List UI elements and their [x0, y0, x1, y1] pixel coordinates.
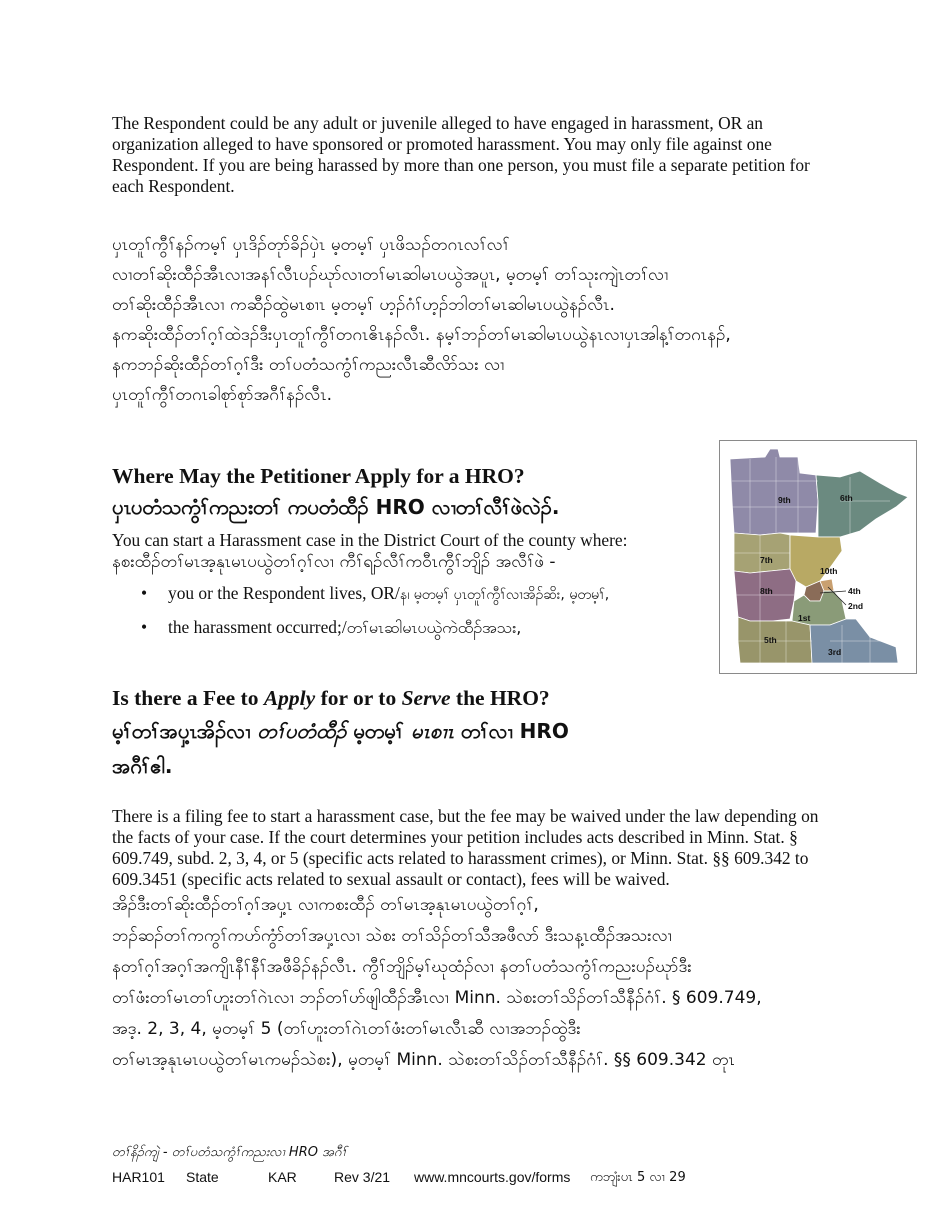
map-label: 5th — [764, 635, 777, 645]
map-label: 6th — [840, 493, 853, 503]
list-item — [112, 611, 712, 644]
bullet-text-kar: န၊ မ့တမ့ၢ် ပှၤတူၢ်ကွီၢ်လၢအိၣ်ဆိး, မ့တမ့ၢ်, — [399, 587, 610, 603]
fee-kar-line: အဒ့. 2, 3, 4, မ့တမ့ၢ် 5 (တၢ်ဟူးတၢ်ဂဲၤတၢ်ဖံးတၢ်မၤလီၤဆီ လၢအဘၣ်ထွဲဒီး — [112, 1019, 581, 1039]
where-section — [112, 462, 712, 644]
fee-heading-kar-serve: မၤစၢၤ — [410, 719, 454, 743]
map-label: 9th — [778, 495, 791, 505]
respondent-kar-line: တၢ်ဆိုးထီၣ်အီၤလၢ ကဆီၣ်ထွဲမၤစၢၤ မ့တမ့ၢ် ဟ့ၣ်ဂံၢ်ဟ့ၣ်ဘါတၢ်မၤဆါမၤပယွဲနၣ်လီၤ. — [112, 295, 615, 315]
fee-heading-kar-part: တၢ်လၢ HRO — [453, 719, 569, 743]
map-label: 4th — [848, 586, 861, 596]
respondent-paragraph-en: The Respondent could be any adult or juvenile alleged to have engaged in harassment, OR an organization alleged to have sponsored or promoted harassment. You may only file against one Respondent. If you are being harassed by more than one person, you must file a separate petition for each Respondent. — [112, 113, 810, 196]
fee-heading-kar — [112, 712, 832, 750]
map-label: 10th — [820, 566, 838, 576]
respondent-kar-line: နကဘၣ်ဆိုးထီၣ်တၢ်ဂ့ၢ်ဒီး တၢ်ပတံသကွံၢ်ကညးလီၤဆီလိာ်သး လၢ — [112, 355, 505, 375]
respondent-section — [112, 113, 837, 197]
fee-heading-serve: Serve — [401, 686, 451, 710]
where-intro-kar: နစးထီၣ်တၢ်မၤအ့နုၤမၤပယွဲတၢ်ဂ့ၢ်လၢ ကီၢ်ရၣ်လီၢ်ကဝီၤကွီၢ်ဘျိၣ် အလီၢ်ဖဲ - — [112, 552, 556, 572]
map-label: 2nd — [848, 601, 864, 611]
fee-body — [112, 806, 837, 890]
page-footer — [112, 1144, 686, 1188]
respondent-kar-line: ပှၤတူၢ်ကွီၢ်နၣ်ကမ့ၢ် ပှၤဒိၣ်တုာ်ခိၣ်ပှဲၤ မ့တမ့ၢ် ပှၤဖိသၣ်တဂၤလၢ်လၢ် — [112, 235, 510, 255]
fee-heading-kar-apply: တၢ်ပတံထီၣ် — [257, 719, 347, 743]
bullet-text-en: you or the Respondent lives, OR/ — [168, 583, 400, 603]
bullet-icon: • — [141, 617, 148, 637]
fee-heading-apply: Apply — [263, 686, 316, 710]
fee-heading-part: Is there a Fee to — [112, 686, 264, 710]
bullet-icon: • — [141, 583, 148, 603]
respondent-kar-line: နကဆိုးထီၣ်တၢ်ဂ့ၢ်ထဲဒၣ်ဒီးပှၤတူၢ်ကွီၢ်တဂၤဧိၤနၣ်လီၤ. နမ့ၢ်ဘၣ်တၢ်မၤဆါမၤပယွဲနၤလၢပှၤအါန့ၢ်တဂၤနၣ်, — [112, 325, 731, 345]
fee-kar-line: ဘၣ်ဆၣ်တၢ်ကကွၢ်ကဟ်ကွံာ်တၢ်အပှ့ၤလၢ သဲစး တၢ်သိၣ်တၢ်သီအဖီလာ် ဒီးသန့ၤထီၣ်အသးလၢ — [112, 926, 673, 946]
fee-kar-line: အိၣ်ဒီးတၢ်ဆိုးထီၣ်တၢ်ဂ့ၢ်အပှ့ၤ လၢကစးထီၣ် တၢ်မၤအ့နုၤမၤပယွဲတၢ်ဂ့ၢ်, — [112, 895, 539, 915]
where-intro-en: You can start a Harassment case in the District Court of the county where: — [112, 530, 628, 550]
fee-kar-line: တၢ်မၤအ့နုၤမၤပယွဲတၢ်မၤကမၣ်သဲစး), မ့တမ့ၢ် Minn. သဲစးတၢ်သိၣ်တၢ်သီနီၣ်ဂံၢ်. §§ 609.342 တုၤ — [112, 1050, 735, 1070]
footer-revision: Rev 3/21 — [334, 1169, 391, 1185]
fee-kar-line: နတၢ်ဂ့ၢ်အဂ့ၢ်အကျိၤနီၢ်နီၢ်အဖီခိၣ်နၣ်လီၤ. ကွီၢ်ဘျိၣ်မ့ၢ်ဃုထံၣ်လၢ နတၢ်ပတံသကွံၢ်ကညးပၣ်ဃုာ်ဒီး — [112, 957, 692, 977]
judicial-district-map — [719, 440, 917, 674]
list-item — [112, 577, 712, 611]
footer-state: State — [186, 1169, 219, 1185]
respondent-kar-line: လၢတၢ်ဆိုးထီၣ်အီၤလၢအနၢ်လီၤပၣ်ဃုာ်လၢတၢ်မၤဆါမၤပယွဲအပူၤ, မ့တမ့ၢ် တၢ်သုးကျဲၤတၢ်လၢ — [112, 265, 669, 285]
footer-language: KAR — [268, 1169, 297, 1185]
bullet-text-en: the harassment occurred;/ — [168, 617, 347, 637]
fee-section — [112, 684, 832, 782]
fee-heading-kar-part: မ့ၢ်တၢ်အပှ့ၤအိၣ်လၢ — [112, 719, 258, 743]
fee-heading-kar-part: မ့တမ့ၢ် — [346, 719, 411, 743]
fee-heading-part: the HRO? — [450, 686, 550, 710]
map-label: 3rd — [828, 647, 842, 657]
where-bullet-list — [112, 577, 712, 644]
footer-form-number: HAR101 — [112, 1169, 165, 1185]
fee-heading-en — [112, 684, 832, 712]
where-heading-kar: ပှၤပတံသကွံၢ်ကညးတၢ် ကပတံထီၣ် HRO လၢတၢ်လီၢ်ဖဲလဲၣ်. — [112, 495, 560, 519]
minnesota-map-icon — [720, 441, 916, 673]
fee-heading-part: for or to — [315, 686, 402, 710]
fee-paragraph-kar — [112, 890, 837, 1076]
fee-heading-kar-line2: အဂီၢ်ဧါ. — [112, 754, 173, 778]
map-label: 8th — [760, 586, 773, 596]
map-label: 1st — [798, 613, 811, 623]
bullet-text-kar: တၢ်မၤဆါမၤပယွဲကဲထီၣ်အသး, — [346, 618, 522, 637]
footer-page-number: ကဘျံးပၤ 5 လၢ 29 — [590, 1170, 686, 1185]
respondent-paragraph-kar — [112, 230, 837, 410]
fee-kar-line: တၢ်ဖံးတၢ်မၤတၢ်ဟူးတၢ်ဂဲၤလၢ ဘၣ်တၢ်ဟ်ဖျါထီၣ်အီၤလၢ Minn. သဲစးတၢ်သိၣ်တၢ်သီနီၣ်ဂံၢ်. § 609.749, — [112, 988, 762, 1008]
respondent-kar-line: ပှၤတူၢ်ကွီၢ်တဂၤခါစုာ်စုာ်အဂီၢ်နၣ်လီၤ. — [112, 385, 332, 405]
where-heading-en: Where May the Petitioner Apply for a HRO? — [112, 464, 525, 488]
footer-title: တၢ်နိၣ်ကျဲ - တၢ်ပတံသကွံၢ်ကညးလၢ HRO အဂီၢ် — [112, 1145, 347, 1160]
footer-url[interactable]: www.mncourts.gov/forms — [414, 1169, 571, 1185]
footer-row — [112, 1169, 686, 1188]
map-label: 7th — [760, 555, 773, 565]
fee-paragraph-en: There is a filing fee to start a harassment case, but the fee may be waived under the law depending on the facts of your case. If the court determines your petition includes acts described in Minn. Stat. § 609.749, subd. 2, 3, 4, or 5 (specific acts related to harassment crimes), or Minn. Stat. §§ 609.342 to 609.3451 (specific acts related to sexual assault or contact), fees will be waived. — [112, 806, 819, 889]
